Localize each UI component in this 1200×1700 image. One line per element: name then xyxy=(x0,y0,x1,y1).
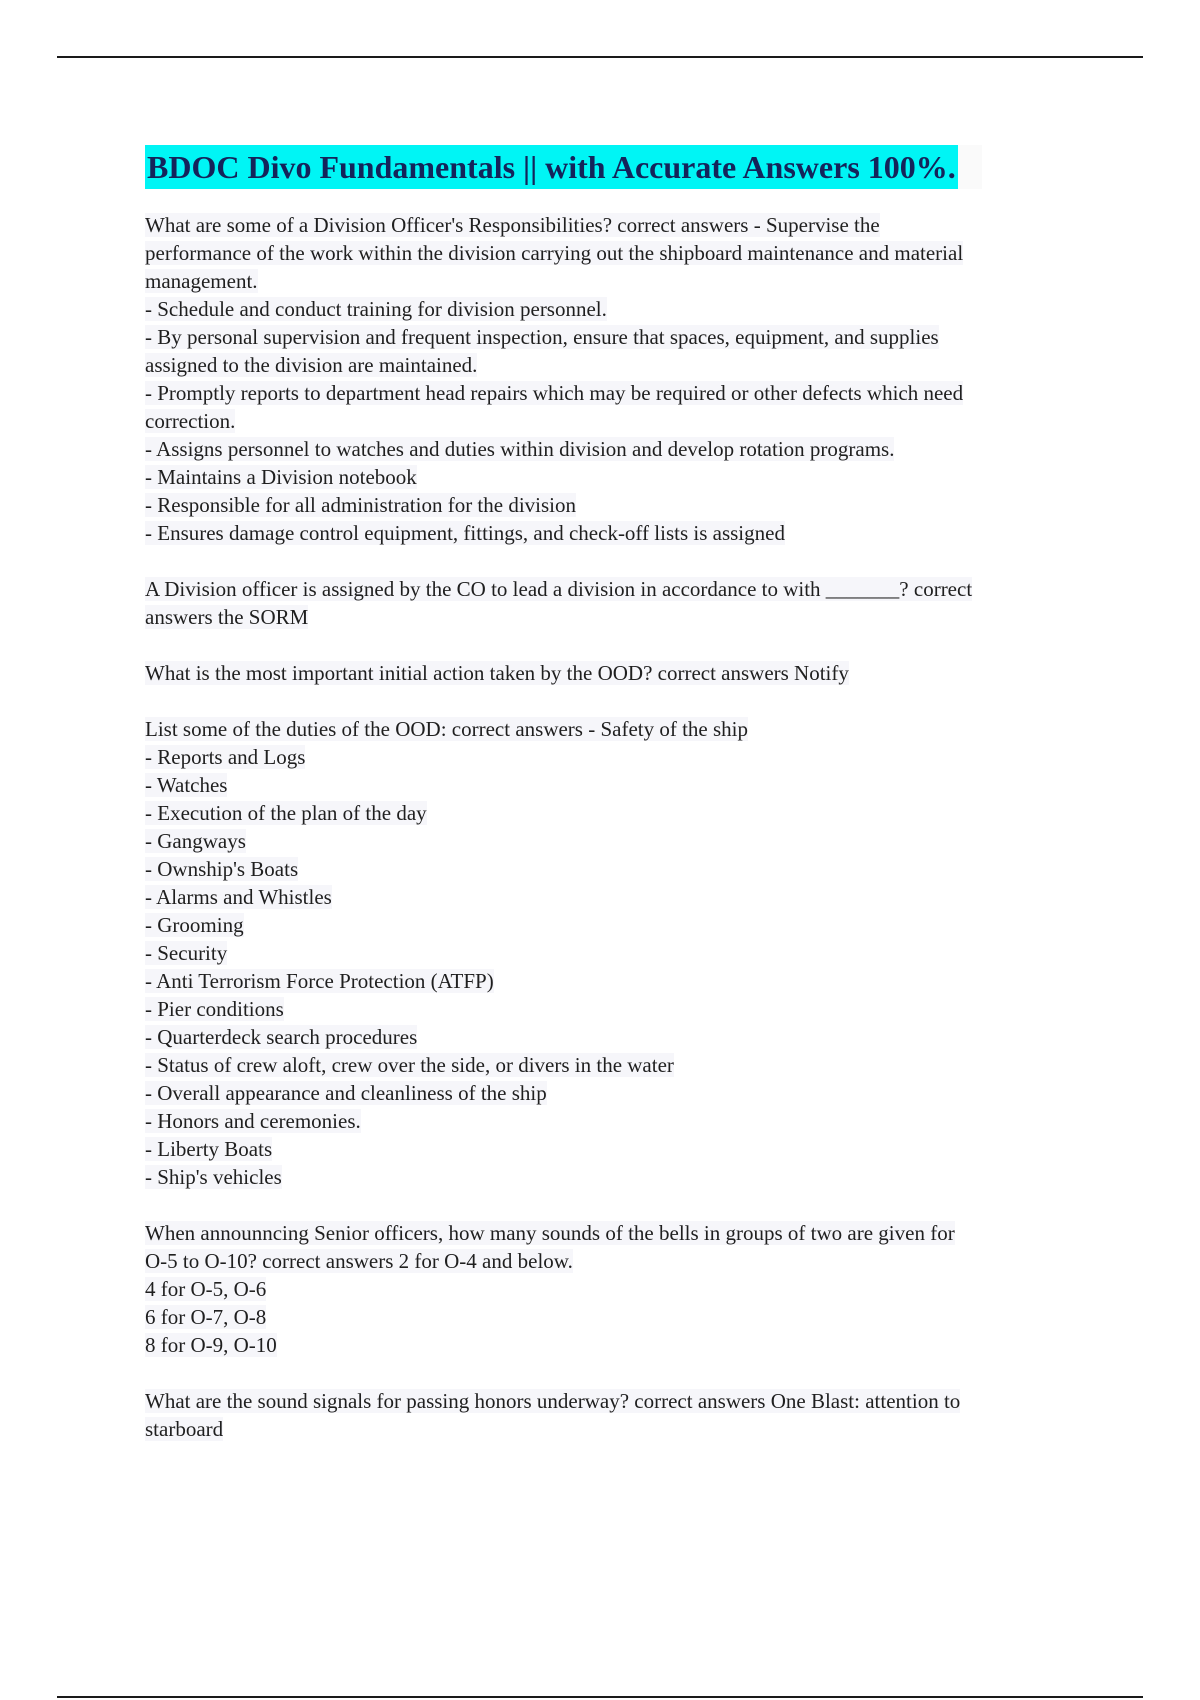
text-line xyxy=(145,715,1090,743)
text-line xyxy=(145,939,1090,967)
text-line xyxy=(145,1219,1090,1247)
document-title: BDOC Divo Fundamentals || with Accurate Answers 100%. xyxy=(145,145,958,189)
top-rule xyxy=(57,56,1143,58)
text-line-content: A Division officer is assigned by the CO to lead a division in accordance to with _______? correct xyxy=(145,577,973,601)
text-line-content: - Gangways xyxy=(145,829,246,853)
text-line-content: When announncing Senior officers, how many sounds of the bells in groups of two are given for xyxy=(145,1221,955,1245)
text-line xyxy=(145,575,1090,603)
text-line xyxy=(145,967,1090,995)
text-line xyxy=(145,1163,1090,1191)
text-line xyxy=(145,267,1090,295)
text-line xyxy=(145,463,1090,491)
qa-block xyxy=(145,1219,1090,1359)
text-line-content: - Assigns personnel to watches and duties within division and develop rotation programs. xyxy=(145,437,895,461)
qa-block xyxy=(145,211,1090,547)
text-line-content: - By personal supervision and frequent inspection, ensure that spaces, equipment, and supplies xyxy=(145,325,939,349)
text-line xyxy=(145,883,1090,911)
qa-list xyxy=(145,211,1090,1443)
text-line xyxy=(145,603,1090,631)
qa-block xyxy=(145,1387,1090,1443)
text-line-content: - Liberty Boats xyxy=(145,1137,273,1161)
text-line-content: - Execution of the plan of the day xyxy=(145,801,427,825)
text-line-content: answers the SORM xyxy=(145,605,309,629)
text-line-content: - Anti Terrorism Force Protection (ATFP) xyxy=(145,969,494,993)
text-line-content: - Watches xyxy=(145,773,228,797)
text-line-content: 4 for O-5, O-6 xyxy=(145,1277,267,1301)
text-line-content: What are some of a Division Officer's Responsibilities? correct answers - Supervise the xyxy=(145,213,880,237)
text-line-content: O-5 to O-10? correct answers 2 for O-4 and below. xyxy=(145,1249,573,1273)
text-line xyxy=(145,1275,1090,1303)
text-line xyxy=(145,1135,1090,1163)
text-line-content: - Responsible for all administration for the division xyxy=(145,493,577,517)
text-line-content: - Honors and ceremonies. xyxy=(145,1109,361,1133)
text-line xyxy=(145,1303,1090,1331)
text-line-content: - Security xyxy=(145,941,228,965)
text-line xyxy=(145,519,1090,547)
document-body xyxy=(145,145,1090,1471)
text-line-content: 8 for O-9, O-10 xyxy=(145,1333,277,1357)
text-line-content: - Overall appearance and cleanliness of the ship xyxy=(145,1081,547,1105)
text-line-content: - Quarterdeck search procedures xyxy=(145,1025,418,1049)
text-line-content: - Ensures damage control equipment, fittings, and check-off lists is assigned xyxy=(145,521,785,545)
text-line-content: - Schedule and conduct training for division personnel. xyxy=(145,297,607,321)
text-line xyxy=(145,659,1090,687)
text-line-content: - Reports and Logs xyxy=(145,745,306,769)
text-line-content: - Status of crew aloft, crew over the side, or divers in the water xyxy=(145,1053,674,1077)
text-line-content: - Pier conditions xyxy=(145,997,284,1021)
text-line xyxy=(145,1079,1090,1107)
text-line-content: management. xyxy=(145,269,258,293)
text-line-content: What is the most important initial action taken by the OOD? correct answers Notify xyxy=(145,661,849,685)
text-line-content: What are the sound signals for passing honors underway? correct answers One Blast: attention to xyxy=(145,1389,961,1413)
text-line-content: - Maintains a Division notebook xyxy=(145,465,417,489)
text-line-content: correction. xyxy=(145,409,236,433)
text-line xyxy=(145,435,1090,463)
text-line xyxy=(145,1247,1090,1275)
text-line xyxy=(145,295,1090,323)
text-line-content: assigned to the division are maintained. xyxy=(145,353,478,377)
text-line-content: performance of the work within the division carrying out the shipboard maintenance and material xyxy=(145,241,964,265)
text-line xyxy=(145,239,1090,267)
text-line xyxy=(145,1051,1090,1079)
text-line-content: - Grooming xyxy=(145,913,244,937)
qa-block xyxy=(145,715,1090,1191)
text-line xyxy=(145,351,1090,379)
text-line xyxy=(145,827,1090,855)
qa-block xyxy=(145,659,1090,687)
text-line xyxy=(145,1107,1090,1135)
text-line xyxy=(145,1415,1090,1443)
bottom-rule xyxy=(57,1696,1143,1698)
text-line xyxy=(145,379,1090,407)
text-line-content: - Alarms and Whistles xyxy=(145,885,332,909)
qa-block xyxy=(145,575,1090,631)
text-line xyxy=(145,323,1090,351)
text-line-content: - Ownship's Boats xyxy=(145,857,299,881)
text-line xyxy=(145,1387,1090,1415)
text-line xyxy=(145,911,1090,939)
text-line-content: - Ship's vehicles xyxy=(145,1165,282,1189)
title-wrap xyxy=(145,145,982,189)
text-line xyxy=(145,491,1090,519)
text-line xyxy=(145,211,1090,239)
text-line xyxy=(145,1331,1090,1359)
text-line-content: starboard xyxy=(145,1417,224,1441)
text-line xyxy=(145,855,1090,883)
text-line xyxy=(145,743,1090,771)
text-line xyxy=(145,799,1090,827)
text-line xyxy=(145,407,1090,435)
text-line xyxy=(145,995,1090,1023)
text-line-content: - Promptly reports to department head repairs which may be required or other defects which need xyxy=(145,381,964,405)
text-line xyxy=(145,1023,1090,1051)
text-line-content: List some of the duties of the OOD: correct answers - Safety of the ship xyxy=(145,717,749,741)
text-line xyxy=(145,771,1090,799)
text-line-content: 6 for O-7, O-8 xyxy=(145,1305,267,1329)
